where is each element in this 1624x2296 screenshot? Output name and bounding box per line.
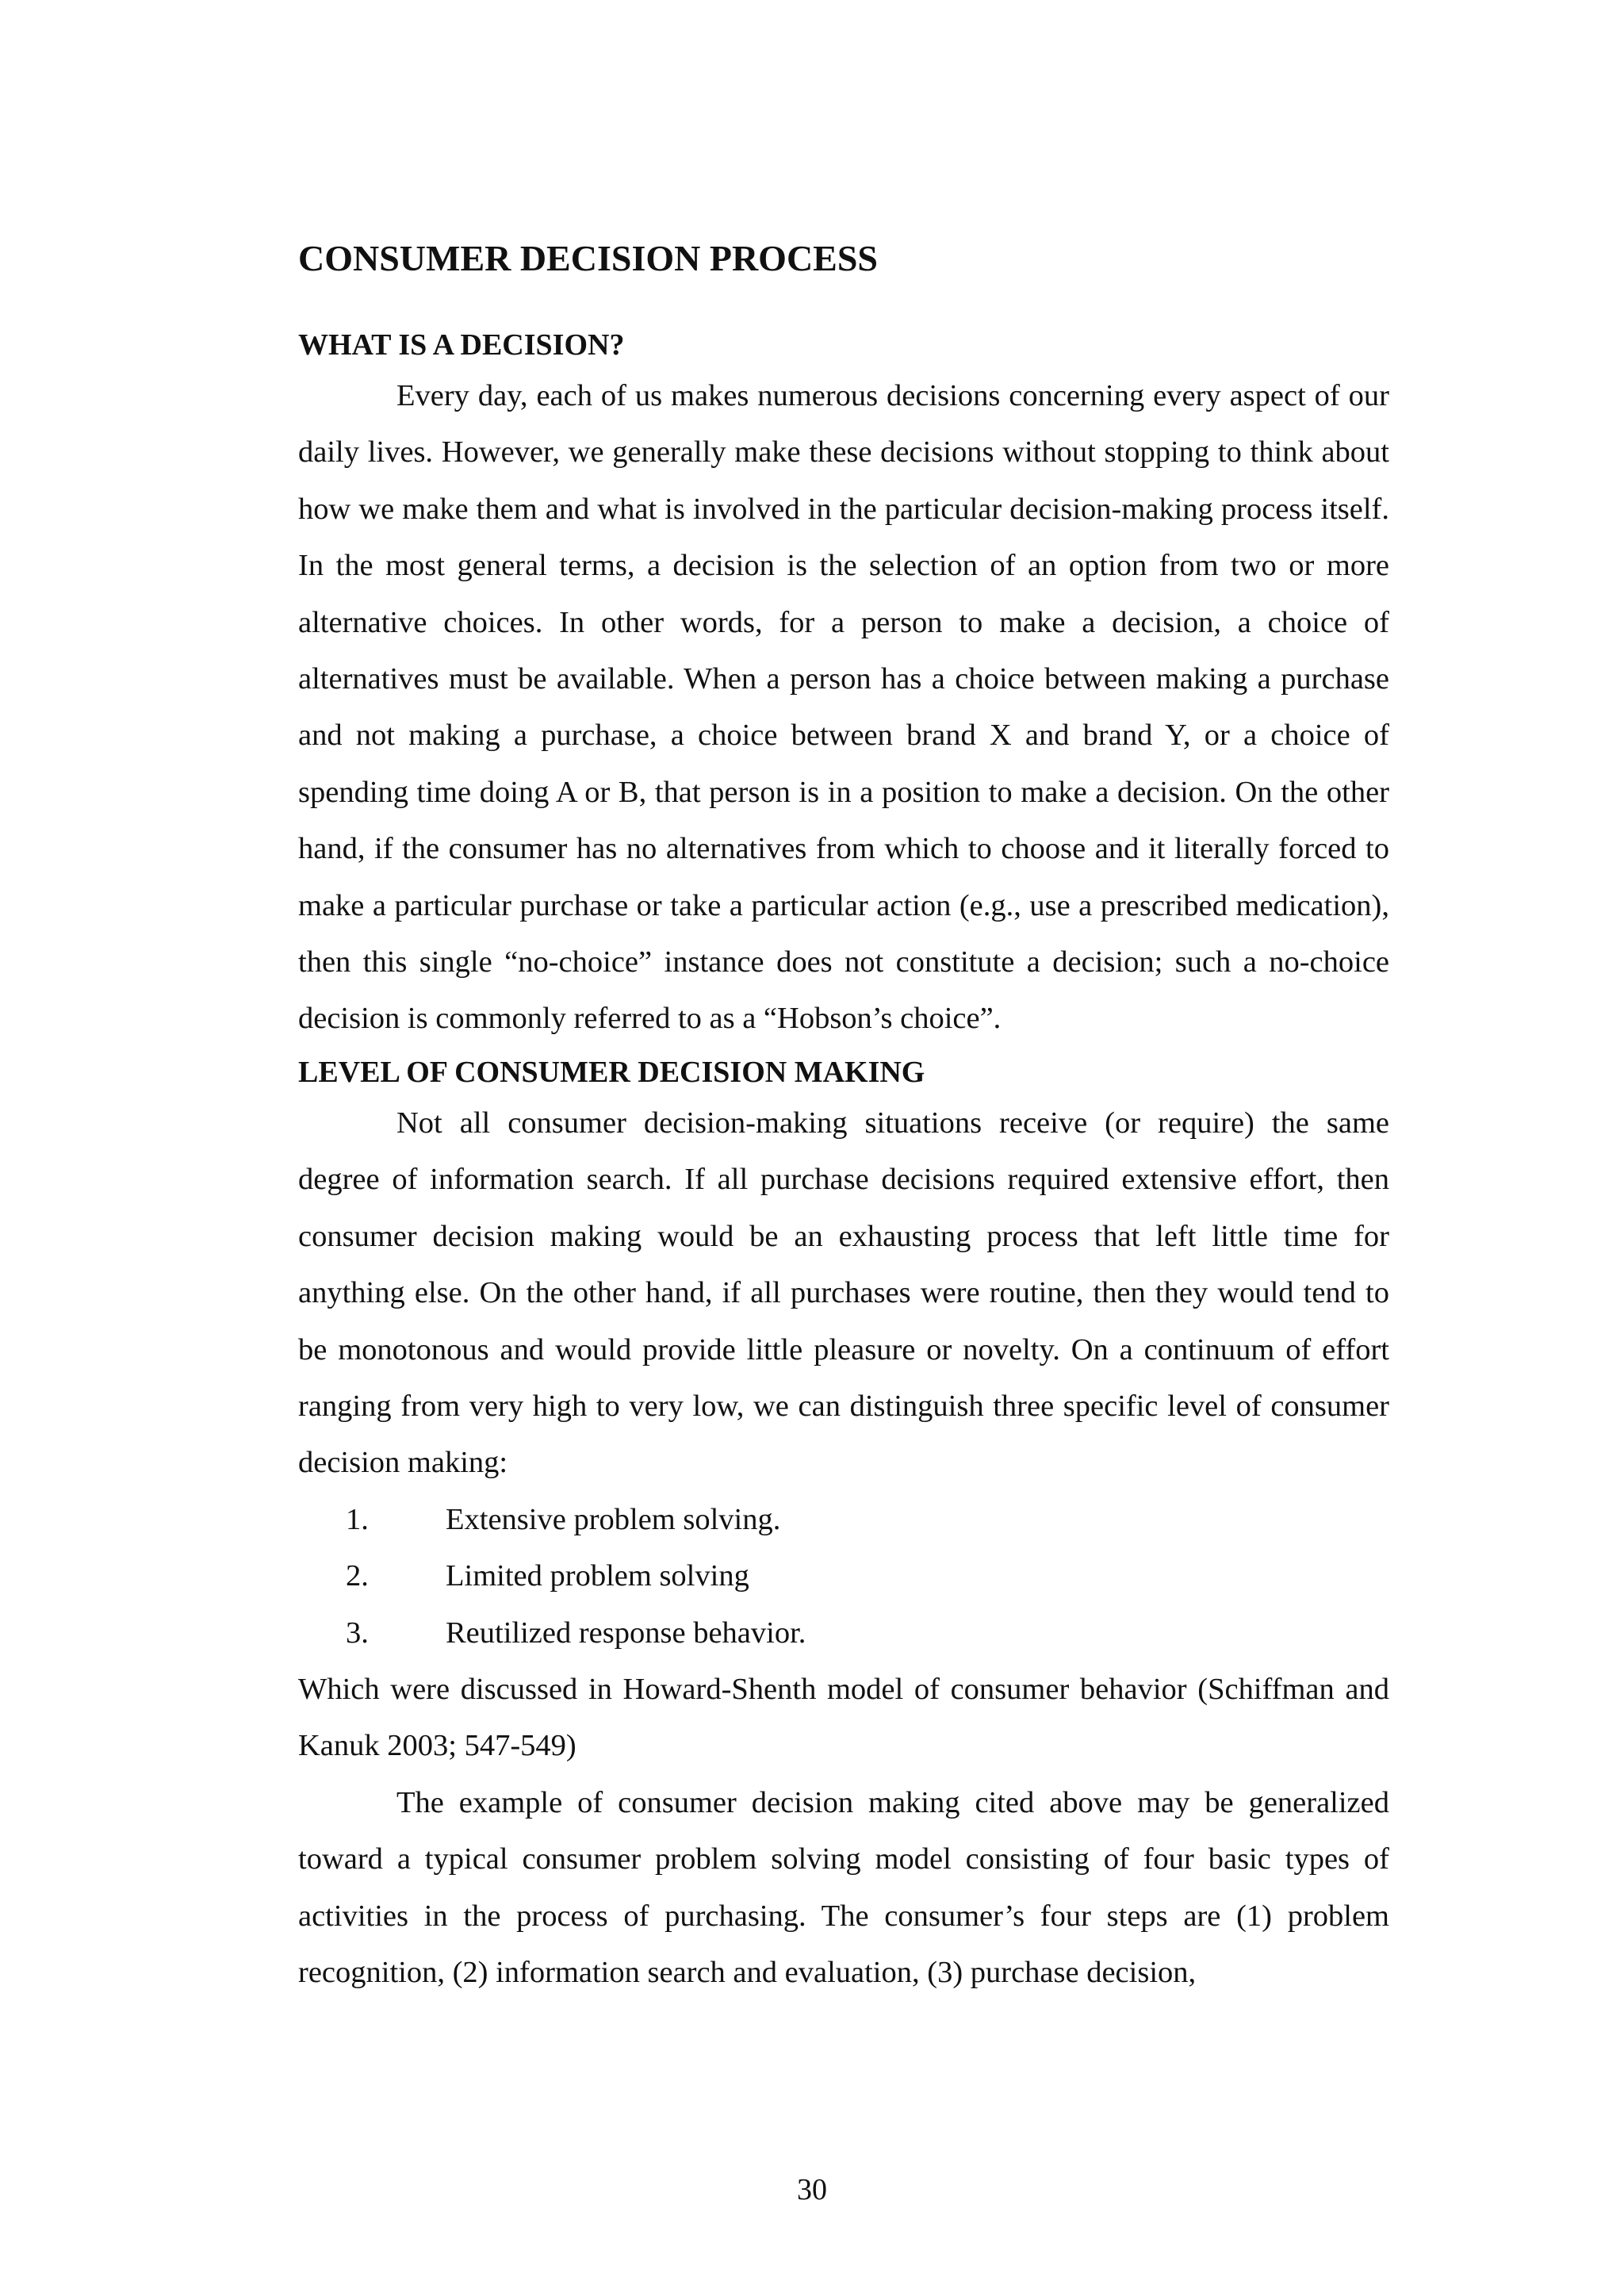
list-item-text: Limited problem solving [446, 1559, 749, 1593]
list-item [298, 1492, 1389, 1548]
list-item-number: 3. [346, 1616, 369, 1650]
document-page [298, 235, 1389, 2001]
list-item-number: 2. [346, 1559, 369, 1593]
list-item [298, 1605, 1389, 1662]
page-number: 30 [797, 2173, 827, 2206]
list-item-text: Extensive problem solving. [446, 1502, 781, 1536]
list-item [298, 1548, 1389, 1604]
section-heading-level-of-decision-making: LEVEL OF CONSUMER DECISION MAKING [298, 1055, 925, 1089]
paragraph-problem-solving-model: The example of consumer decision making cited above may be generalized toward a typical consumer problem solving model consisting of four basic types of activities in the process of purchasing. The consumer’s four steps are (1) problem recognition, (2) information search and evaluation, (3) purchase decision, [298, 1785, 1389, 1989]
paragraph-levels-intro: Not all consumer decision-making situations receive (or require) the same degree of information search. If all purchase decisions required extensive effort, then consumer decision making would be an exhausting process that left little time for anything else. On the other hand, if all purchases were routine, then they would tend to be monotonous and would provide little pleasure or novelty. On a continuum of effort ranging from very high to very low, we can distinguish three specific level of consumer decision making: [298, 1106, 1389, 1480]
decision-levels-list [298, 1492, 1389, 1662]
list-item-text: Reutilized response behavior. [446, 1616, 806, 1650]
paragraph-decision-definition: Every day, each of us makes numerous decisions concerning every aspect of our daily lives. However, we generally make these decisions without stopping to think about how we make them and what is involved in the particular decision-making process itself. In the most general terms, a decision is the selection of an option from two or more alternative choices. In other words, for a person to make a decision, a choice of alternatives must be available. When a person has a choice between making a purchase and not making a purchase, a choice between brand X and brand Y, or a choice of spending time doing A or B, that person is in a position to make a decision. On the other hand, if the consumer has no alternatives from which to choose and it literally forced to make a particular purchase or take a particular action (e.g., use a prescribed medication), then this single “no-choice” instance does not constitute a decision; such a no-choice decision is commonly referred to as a “Hobson’s choice”. [298, 379, 1389, 1036]
list-item-number: 1. [346, 1502, 369, 1536]
document-title: CONSUMER DECISION PROCESS [298, 238, 879, 278]
paragraph-howard-sheth-reference: Which were discussed in Howard-Shenth model of consumer behavior (Schiffman and Kanuk 2003; 547-549) [298, 1672, 1389, 1763]
section-heading-what-is-a-decision: WHAT IS A DECISION? [298, 328, 625, 362]
